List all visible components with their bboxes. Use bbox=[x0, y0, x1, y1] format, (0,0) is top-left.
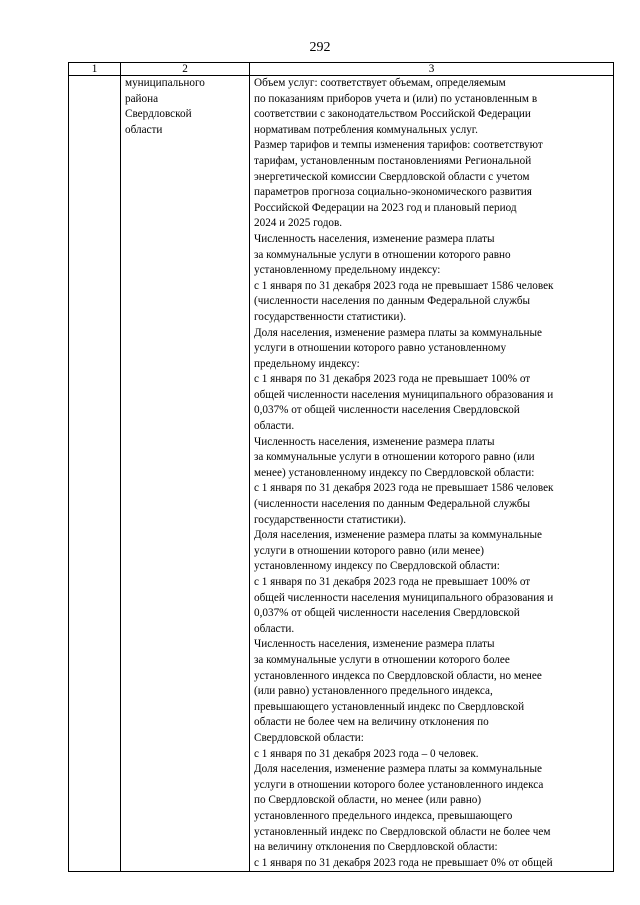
text-line: соответствии с законодательством Российской Федерации bbox=[254, 108, 531, 121]
text-line: за коммунальные услуги в отношении которого равно (или bbox=[254, 451, 535, 464]
text-line: Российской Федерации на 2023 год и плановый период bbox=[254, 201, 517, 214]
text-line: с 1 января по 31 декабря 2023 года не превышает 100% от bbox=[254, 373, 531, 386]
text-line: энергетической комиссии Свердловской области с учетом bbox=[254, 170, 530, 183]
text-line: Численность населения, изменение размера платы bbox=[254, 638, 495, 651]
text-line: с 1 января по 31 декабря 2023 года не превышает 1586 человек bbox=[254, 482, 554, 495]
cell-col3 bbox=[250, 76, 614, 872]
text-line: установленному индексу по Свердловской области: bbox=[254, 560, 500, 573]
table-row bbox=[69, 76, 614, 872]
document-table bbox=[68, 62, 614, 872]
text-line: области. bbox=[254, 420, 295, 433]
page-number: 292 bbox=[309, 40, 331, 55]
text-line: за коммунальные услуги в отношении которого более bbox=[254, 653, 510, 666]
text-line: предельному индексу: bbox=[254, 357, 360, 370]
text-line: муниципального bbox=[125, 77, 205, 89]
text-line: (или равно) установленного предельного индекса, bbox=[254, 685, 493, 698]
text-line: нормативам потребления коммунальных услуг. bbox=[254, 123, 478, 136]
text-line: района bbox=[125, 92, 159, 105]
text-line: менее) установленному индексу по Свердловской области: bbox=[254, 466, 535, 479]
text-line: Свердловской области: bbox=[254, 731, 364, 744]
text-line: услуги в отношении которого более установленного индекса bbox=[254, 778, 544, 791]
text-line: на величину отклонения по Свердловской области: bbox=[254, 841, 498, 854]
text-line: 0,037% от общей численности населения Свердловской bbox=[254, 607, 520, 620]
table-header-row bbox=[69, 63, 614, 76]
column-header-3: 3 bbox=[250, 63, 614, 76]
text-line: Доля населения, изменение размера платы за коммунальные bbox=[254, 326, 542, 339]
text-line: области. bbox=[254, 622, 295, 635]
text-line: Свердловской bbox=[125, 108, 192, 121]
text-line: 0,037% от общей численности населения Свердловской bbox=[254, 404, 520, 417]
text-line: Доля населения, изменение размера платы за коммунальные bbox=[254, 529, 542, 542]
text-line: Численность населения, изменение размера платы bbox=[254, 232, 495, 245]
text-line: по показаниям приборов учета и (или) по установленным в bbox=[254, 92, 538, 105]
text-line: (численности населения по данным Федеральной службы bbox=[254, 295, 531, 308]
text-line: Численность населения, изменение размера платы bbox=[254, 435, 495, 448]
cell-col1 bbox=[69, 76, 121, 872]
text-line: услуги в отношении которого равно (или менее) bbox=[254, 544, 484, 557]
text-line: услуги в отношении которого равно установленному bbox=[254, 342, 507, 355]
text-line: по Свердловской области, но менее (или равно) bbox=[254, 794, 482, 807]
text-line: 2024 и 2025 годов. bbox=[254, 217, 343, 230]
text-line: области не более чем на величину отклонения по bbox=[254, 716, 489, 729]
text-line: общей численности населения муниципального образования и bbox=[254, 591, 554, 604]
text-line: превышающего установленный индекс по Свердловской bbox=[254, 700, 525, 713]
text-line: тарифам, установленным постановлениями Региональной bbox=[254, 154, 532, 167]
text-line: установленного индекса по Свердловской области, но менее bbox=[254, 669, 542, 682]
text-line: установленного предельного индекса, превышающего bbox=[254, 809, 513, 822]
text-line: государственности статистики). bbox=[254, 513, 406, 526]
text-line: области bbox=[125, 123, 163, 136]
text-line: Объем услуг: соответствует объемам, определяемым bbox=[254, 77, 506, 89]
text-line: с 1 января по 31 декабря 2023 года не превышает 0% от общей bbox=[254, 856, 553, 869]
text-line: (численности населения по данным Федеральной службы bbox=[254, 498, 531, 511]
column-header-1: 1 bbox=[69, 63, 121, 76]
text-line: Доля населения, изменение размера платы за коммунальные bbox=[254, 763, 542, 776]
text-line: общей численности населения муниципального образования и bbox=[254, 388, 554, 401]
column-header-2: 2 bbox=[121, 63, 250, 76]
text-line: с 1 января по 31 декабря 2023 года – 0 человек. bbox=[254, 747, 479, 760]
text-line: установленному предельному индексу: bbox=[254, 264, 441, 277]
text-line: параметров прогноза социально-экономического развития bbox=[254, 186, 532, 199]
text-line: с 1 января по 31 декабря 2023 года не превышает 1586 человек bbox=[254, 279, 554, 292]
text-line: государственности статистики). bbox=[254, 310, 406, 323]
text-line: за коммунальные услуги в отношении которого равно bbox=[254, 248, 511, 261]
text-line: с 1 января по 31 декабря 2023 года не превышает 100% от bbox=[254, 576, 531, 588]
text-line: установленный индекс по Свердловской области не более чем bbox=[254, 825, 551, 838]
cell-col2 bbox=[121, 76, 250, 872]
text-line: Размер тарифов и темпы изменения тарифов: соответствуют bbox=[254, 139, 543, 152]
